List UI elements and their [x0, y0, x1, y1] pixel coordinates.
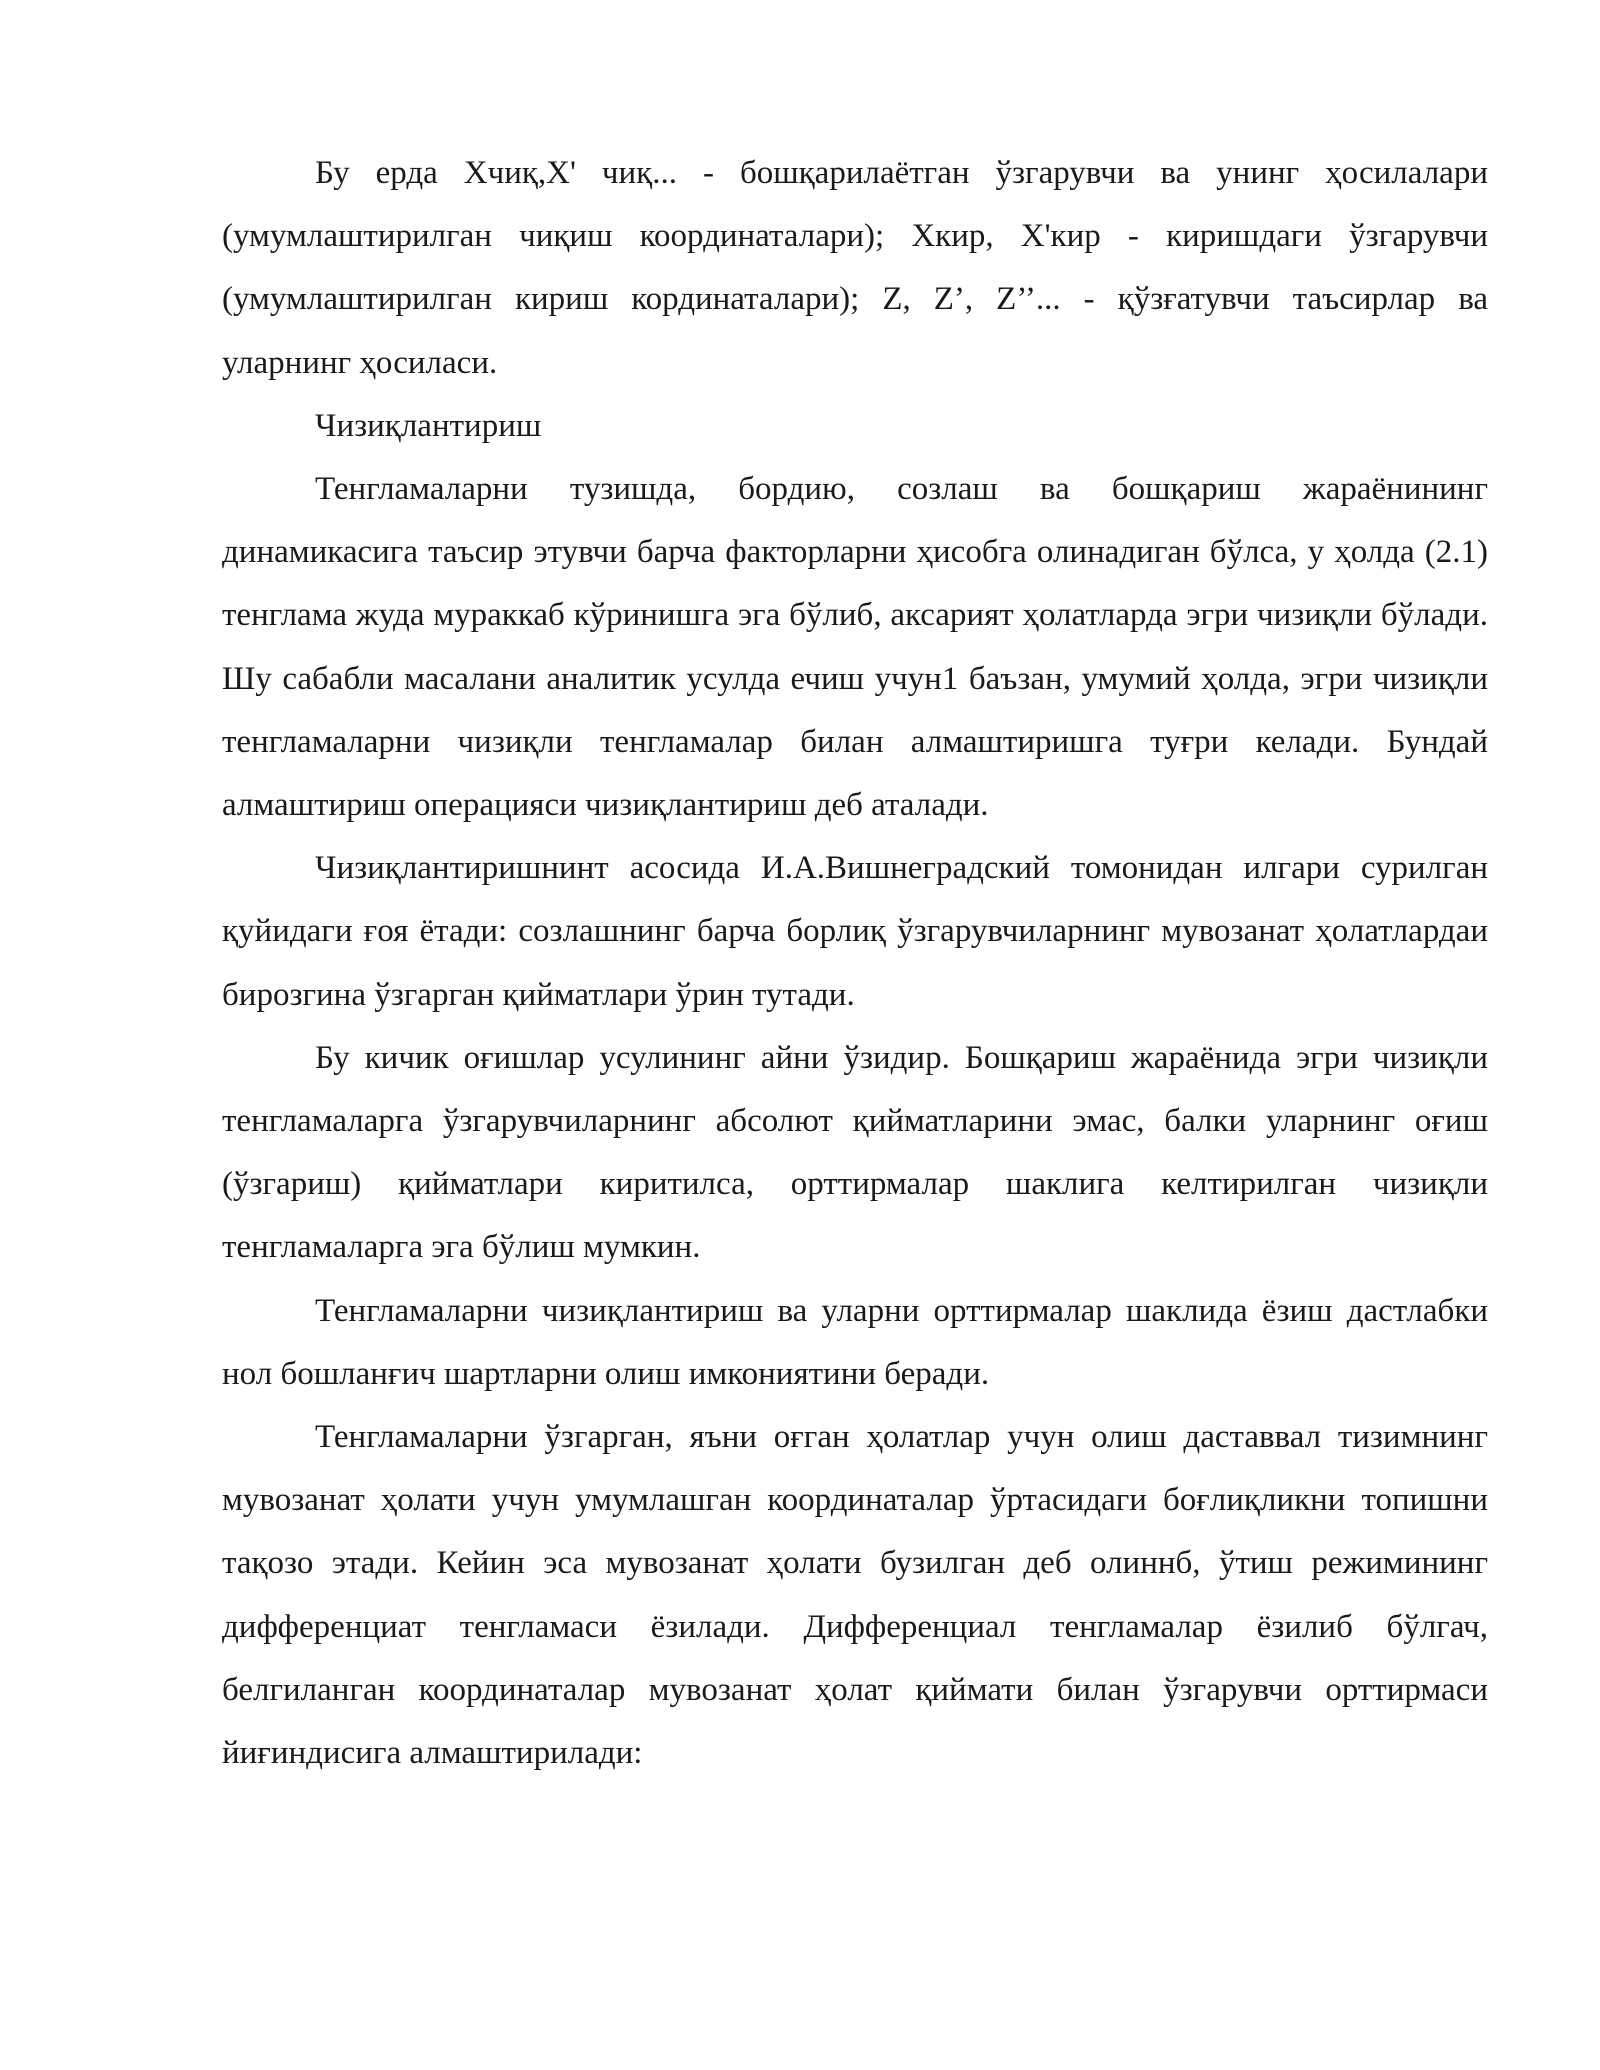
section-heading-linearization: Чизиқлантириш — [315, 407, 542, 444]
paragraph-small-deviations: Бу кичик оғишлар усулининг айни ўзидир. Бошқариш жараёнида эгри чизиқли тенгламаларга ўзгарувчиларнинг абсолют қийматларини эмас, балки уларнинг оғиш (ўзгариш) қийматлари киритилса, орттирмалар шаклига келтирилган чизиқли тенгламаларга эга бўлиш мумкин. — [222, 1039, 1488, 1266]
paragraph-variables-definition: Бу ерда Xчиқ,X' чиқ... - бошқарилаётган ўзгарувчи ва унинг ҳосилалари (умумлаштирилган чиқиш координаталари); Xкир, X'кир - киришдаги ўзгарувчи (умумлаштирилган кириш кординаталари); Z, Z’, Z’’... - қўзғатувчи таъсирлар ва уларнинг ҳосиласи. — [222, 155, 1488, 381]
paragraph-equation-complexity: Тенгламаларни тузишда, бордию, созлаш ва бошқариш жараёнининг динамикасига таъсир этувчи барча факторларни ҳисобга олинадиган бўлса, у ҳолда (2.1) тенглама жуда мураккаб кўринишга эга бўлиб, аксарият ҳолатларда эгри чизиқли бўлади. Шу сабабли масалани аналитик усулда ечиш учун1 баъзан, умумий ҳолда, эгри чизиқли тенгламаларни чизиқли тенгламалар билан алмаштиришга туғри келади. Бундай алмаштириш операцияси чизиқлантириш деб аталади. — [222, 471, 1488, 824]
paragraph-equilibrium-state: Тенгламаларни ўзгарган, яъни оғган ҳолатлар учун олиш даставвал тизимнинг мувозанат ҳолати учун умумлашган координаталар ўртасидаги боғлиқликни топишни тақозо этади. Кейин эса мувозанат ҳолати бузилган деб олиннб, ўтиш режимининг дифференциат тенгламаси ёзилади. Дифференциал тенгламалар ёзилиб бўлгач, белгиланган координаталар мувозанат ҳолат қиймати билан ўзгарувчи орттирмаси йиғиндисига алмаштирилади: — [222, 1419, 1488, 1772]
document-body — [222, 142, 1488, 1785]
paragraph-vyshnegradsky-idea: Чизиқлантиришнинт асосида И.А.Вишнеградский томонидан илгари сурилган қуйидаги ғоя ётади: созлашнинг барча борлиқ ўзгарувчиларнинг мувозанат ҳолатлардаи бирозгина ўзгарган қийматлари ўрин тутади. — [222, 850, 1488, 1013]
paragraph-initial-conditions: Тенгламаларни чизиқлантириш ва уларни орттирмалар шаклида ёзиш дастлабки нол бошланғич шартларни олиш имкониятини беради. — [222, 1292, 1488, 1392]
